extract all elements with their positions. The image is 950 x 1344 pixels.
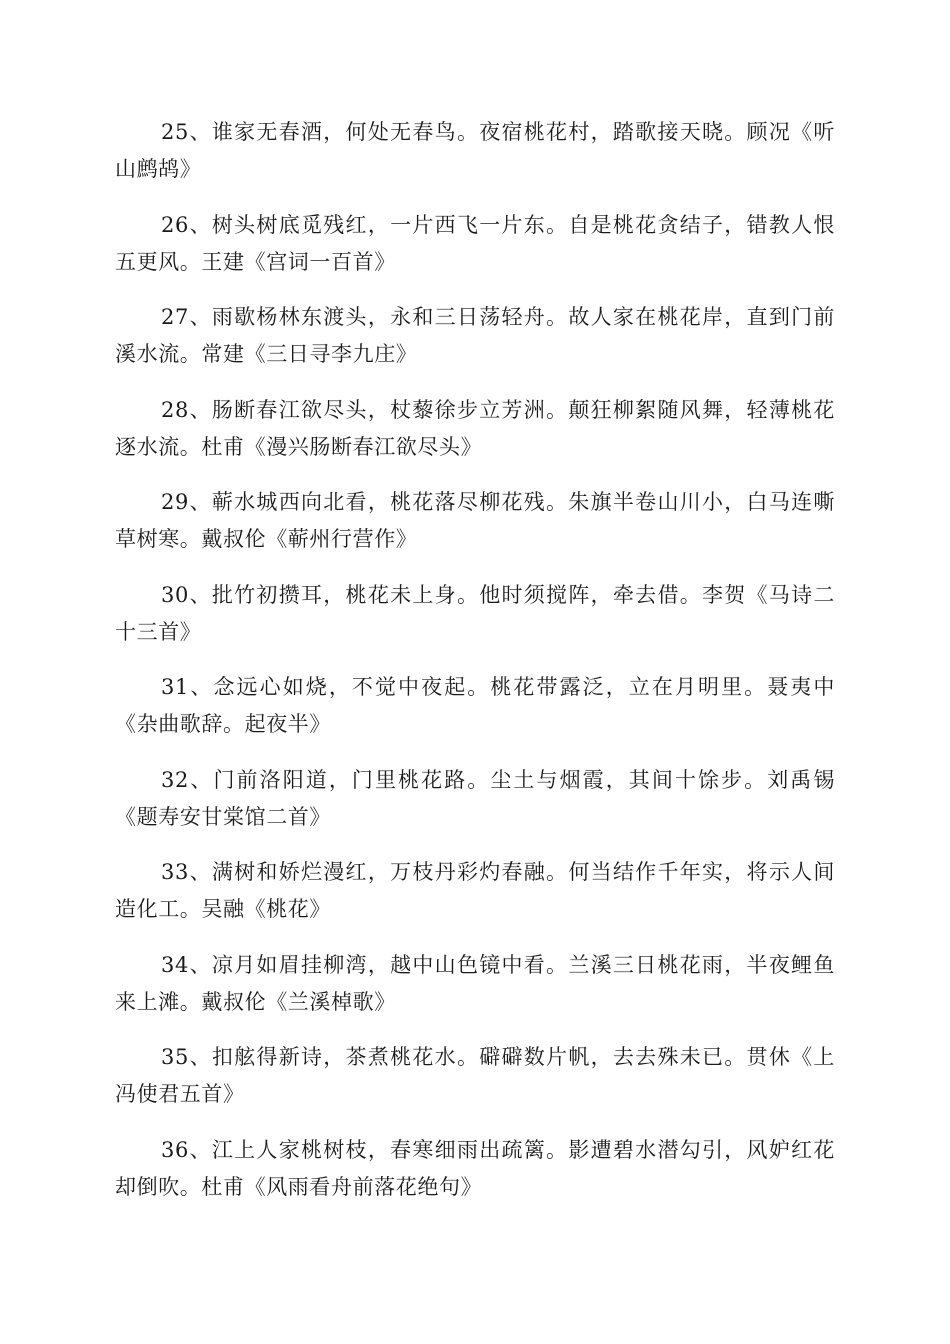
document-page (115, 114, 835, 1224)
poem-entry-33: 33、满树和娇烂漫红，万枝丹彩灼春融。何当结作千年实，将示人间造化工。吴融《桃花》 (115, 860, 835, 921)
poem-entry-32: 32、门前洛阳道，门里桃花路。尘土与烟霞，其间十馀步。刘禹锡《题寿安甘棠馆二首》 (115, 767, 835, 829)
poem-entry-27: 27、雨歇杨林东渡头，永和三日荡轻舟。故人家在桃花岸，直到门前溪水流。常建《三日寻李九庄》 (115, 305, 835, 366)
poem-entry-35: 35、扣舷得新诗，茶煮桃花水。礔礔数片帆，去去殊未已。贯休《上冯使君五首》 (115, 1045, 835, 1106)
poem-entry-26: 26、树头树底觅残红，一片西飞一片东。自是桃花贪结子，错教人恨五更风。王建《宫词一百首》 (115, 212, 835, 274)
poem-entry-31: 31、念远心如烧，不觉中夜起。桃花带露泛，立在月明里。聂夷中《杂曲歌辞。起夜半》 (115, 675, 835, 736)
poem-entry-34: 34、凉月如眉挂柳湾，越中山色镜中看。兰溪三日桃花雨，半夜鲤鱼来上滩。戴叔伦《兰溪棹歌》 (115, 952, 835, 1014)
poem-entry-36: 36、江上人家桃树枝，春寒细雨出疏篱。影遭碧水潜勾引，风妒红花却倒吹。杜甫《风雨看舟前落花绝句》 (115, 1137, 835, 1199)
poem-entry-30: 30、批竹初攒耳，桃花未上身。他时须搅阵，牵去借。李贺《马诗二十三首》 (115, 582, 835, 644)
poem-entry-29: 29、蕲水城西向北看，桃花落尽柳花残。朱旗半卷山川小，白马连嘶草树寒。戴叔伦《蕲州行营作》 (115, 490, 835, 551)
poem-entry-25: 25、谁家无春酒，何处无春鸟。夜宿桃花村，踏歌接天晓。顾况《听山鹧鸪》 (115, 120, 835, 181)
poem-entry-28: 28、肠断春江欲尽头，杖藜徐步立芳洲。颠狂柳絮随风舞，轻薄桃花逐水流。杜甫《漫兴肠断春江欲尽头》 (115, 397, 835, 459)
